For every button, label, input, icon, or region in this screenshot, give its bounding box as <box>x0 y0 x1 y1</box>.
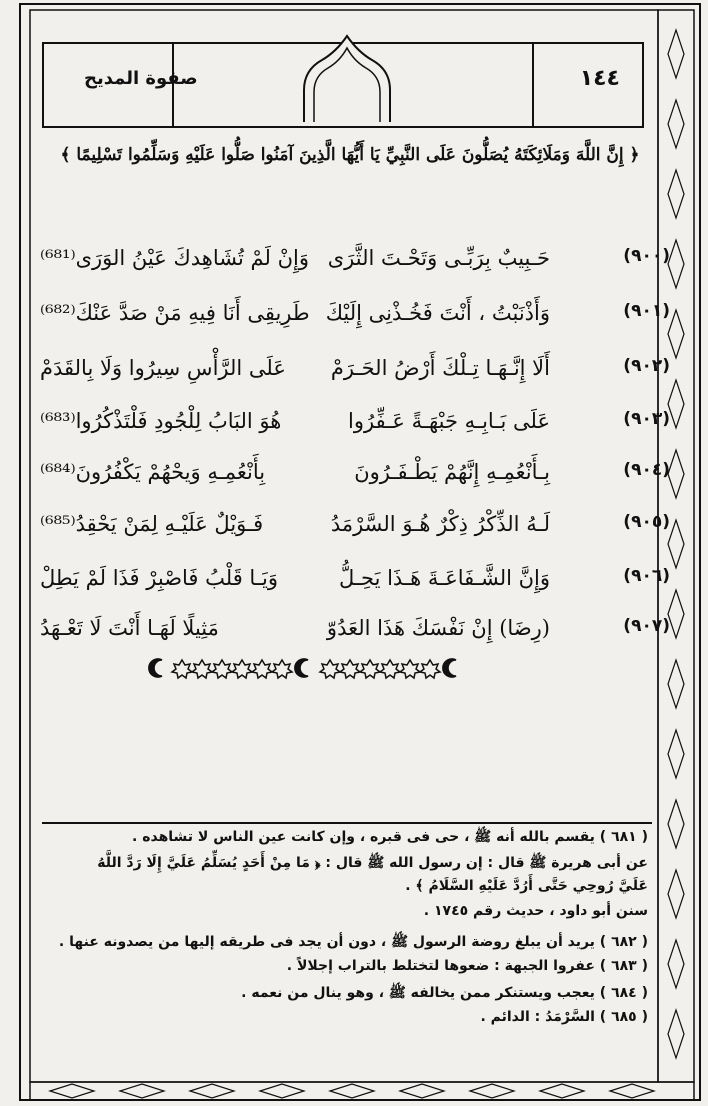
verse-first-hemistich: عَلَى بَـابِـهِ جَبْهَـةً عَـفِّرُوا <box>348 409 550 433</box>
footnote-line: ( ٦٨٥ ) السَّرْمَدُ : الدائم . <box>480 1009 648 1025</box>
verse-first-hemistich: حَـبِيبٌ بِرَبِّـى وَتَحْـتَ الثَّرَى <box>327 246 550 270</box>
star-crescent-divider-icon <box>148 654 466 682</box>
verse-row <box>40 612 670 656</box>
verse-second-hemistich: عَلَى الرَّأْسِ سِيرُوا وَلَا بِالقَدَمْ <box>40 356 286 380</box>
verse-first-hemistich: بِـأَنْعُمِـهِ إِنَّهُمْ يَطْـفَـرُونَ <box>354 460 550 484</box>
verse-first-hemistich: لَـهُ الذِّكْرُ ذِكْرٌ هُـوَ السَّرْمَدُ <box>330 512 550 536</box>
page-number: ١٤٤ <box>579 66 620 91</box>
verse-row <box>40 456 670 500</box>
verse-first-hemistich: وَإِنَّ الشَّـفَاعَـةَ هَـذَا يَحِـلُّ <box>338 566 550 590</box>
verse-number: (٩٠٢) <box>623 356 670 376</box>
verse-row <box>40 405 670 449</box>
verse-number: (٩٠٥) <box>623 512 670 532</box>
verse-second-hemistich: بِأَنْعُمِـهِ وَيحْهُمْ يَكْفُرُونَ⁽⁶⁸⁴⁾ <box>40 460 266 484</box>
verse-second-hemistich: مَثِيلًا لَهَـا أَنْتَ لَا تَعْـهَدُ <box>40 616 219 640</box>
verse-first-hemistich: أَلَا إِنَّـهَـا تِـلْكَ أَرْضُ الحَـرَمْ <box>330 356 550 380</box>
verse-second-hemistich: وَيَـا قَلْبُ فَاصْبِرْ فَذَا لَمْ يَطِلْ <box>40 566 278 590</box>
verse-number: (٩٠٣) <box>623 409 670 429</box>
quran-verse-banner: ﴿ إِنَّ اللَّهَ وَمَلَائِكَتَهُ يُصَلُّونَ عَلَى النَّبِيِّ يَا أَيُّهَا الَّذِينَ آمَنُوا صَلُّوا عَلَيْهِ وَسَلِّمُوا تَسْلِيمًا ﴾ <box>60 145 640 165</box>
header-divider-right <box>532 44 534 126</box>
verse-second-hemistich: طَرِيقِى أَنَا فِيهِ مَنْ صَدَّ عَنْكَ⁽⁶⁸²⁾ <box>40 301 310 325</box>
verse-row <box>40 297 670 341</box>
footnote-line: ( ٦٨٤ ) يعجب ويستنكر ممن يخالفه ﷺ ، وهو ينال من نعمه . <box>241 985 648 1001</box>
footnote-line: ( ٦٨١ ) يقسم بالله أنه ﷺ ، حى فى قبره ، وإن كانت عين الناس لا تشاهده . <box>132 829 648 845</box>
verse-number: (٩٠٠) <box>623 246 670 266</box>
verse-number: (٩٠١) <box>623 301 670 321</box>
verse-second-hemistich: فَـوَيْلٌ عَلَيْـهِ لِمَنْ يَحْقِدُ⁽⁶⁸⁵⁾ <box>40 512 264 536</box>
verse-number: (٩٠٤) <box>623 460 670 480</box>
verse-row <box>40 242 670 286</box>
verse-number: (٩٠٦) <box>623 566 670 586</box>
footnote-line: ( ٦٨٢ ) يريد أن يبلغ روضة الرسول ﷺ ، دون أن يجد فى طريقه إليها من يصدونه عنها . <box>58 934 648 950</box>
verse-first-hemistich: وَأَذْنَبْتُ ، أَنْتَ فَخُـذْنِى إِلَيْكَ <box>325 301 550 325</box>
footnote-line: ( ٦٨٣ ) عفروا الجبهة : ضعوها لتختلط بالتراب إجلالاً . <box>286 958 648 974</box>
verse-row <box>40 562 670 606</box>
footnote-line: عَلَيَّ رُوحِي حَتَّى أَرُدَّ عَلَيْهِ السَّلَامُ ﴾ . <box>405 878 648 894</box>
verse-second-hemistich: هُوَ البَابُ لِلْجُودِ فَلْتَذْكُرُوا⁽⁶⁸³⁾ <box>40 409 282 433</box>
footnote-line: سنن أبو داود ، حديث رقم ١٧٤٥ . <box>423 903 648 919</box>
footnote-line: عن أبى هريرة ﷺ قال : إن رسول الله ﷺ قال : ﴿ مَا مِنْ أَحَدٍ يُسَلِّمُ عَلَيَّ إِلَا رَدَّ اللَّهُ <box>97 855 648 871</box>
verse-number: (٩٠٧) <box>623 616 670 636</box>
crescent-dome-icon <box>292 30 402 130</box>
footnote-divider <box>42 822 652 824</box>
verse-row <box>40 508 670 552</box>
verse-first-hemistich: (رِضَا) إِنْ نَفْسَكَ هَذَا العَدُوّ <box>326 616 550 640</box>
verse-row <box>40 352 670 396</box>
verse-second-hemistich: وَإِنْ لَمْ تُشَاهِدكَ عَيْنُ الوَرَى⁽⁶⁸¹⁾ <box>40 246 309 270</box>
chapter-title: صفوة المديح <box>84 68 198 89</box>
